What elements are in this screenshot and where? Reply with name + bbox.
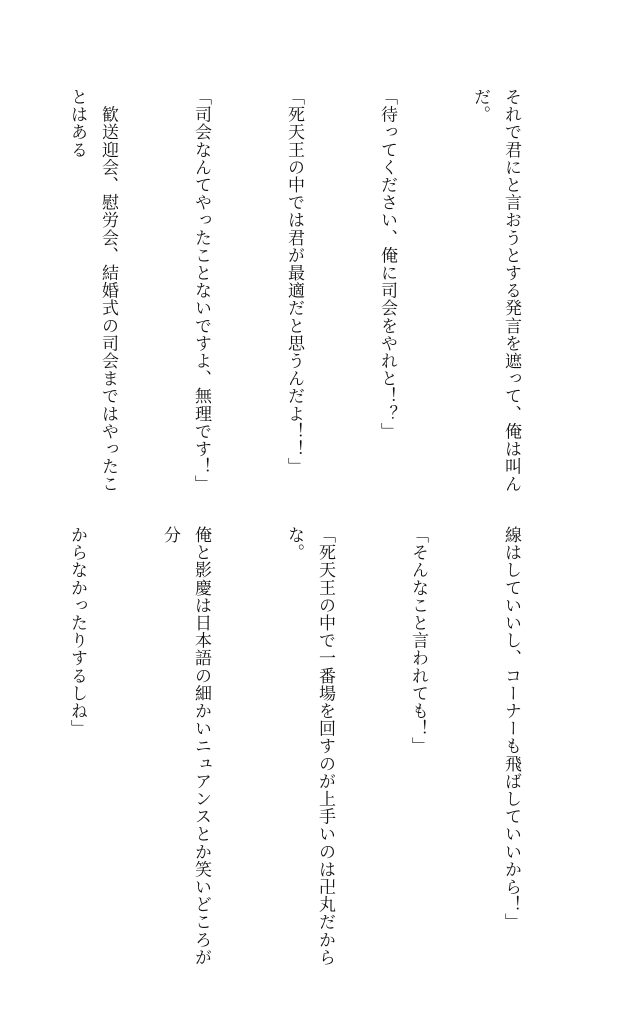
text-line: 「そんなこと言われても！」	[408, 526, 428, 755]
text-line: それで君にと言おうとする発言を遮って、俺は叫んだ。	[470, 88, 521, 493]
text-line: 「死天王の中で一番場を回すのが上手いのは卍丸だからな。	[284, 526, 335, 966]
text-line: 俺と影慶は日本語の細かいニュアンスとか笑いどころが分	[160, 526, 211, 966]
text-line: 線はしていいし、コーナーも飛ばしていいから！」	[501, 526, 521, 931]
text-line: 「待ってください、俺に司会をやれと！？」	[377, 88, 397, 440]
text-line: 「死天王の中では君が最適だと思うんだよ！！」	[284, 88, 304, 476]
text-line: 「司会なんてやったことないですよ、無理です！」	[191, 88, 211, 493]
text-line: 歓送迎会、慰労会、結婚式の司会まではやったことはある	[67, 88, 118, 493]
upper-text-block	[67, 88, 588, 506]
text-line: からなかったりするしね」	[67, 526, 87, 738]
lower-text-block	[67, 526, 588, 966]
